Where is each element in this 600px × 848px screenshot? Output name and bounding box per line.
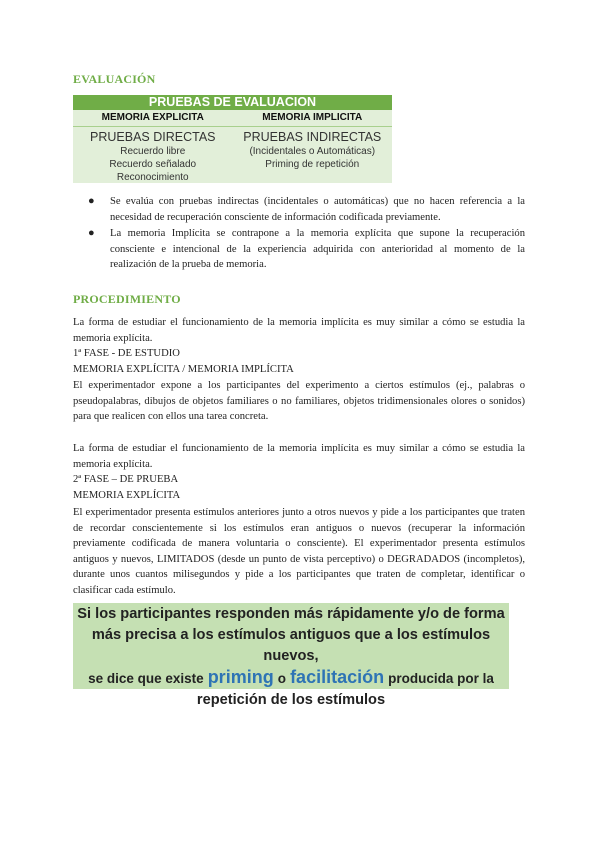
- table-header-row: [73, 110, 392, 127]
- cell-item: Recuerdo señalado: [109, 159, 197, 170]
- callout-priming: priming: [207, 667, 274, 687]
- table-header-explicita: MEMORIA EXPLICITA: [101, 112, 204, 123]
- list-item-text: Se evalúa con pruebas indirectas (incidentales o automáticas) que no hacen referencia a la necesidad de recuperación consciente de información codificada previamente.: [110, 196, 525, 223]
- bullet-list: [73, 194, 525, 274]
- table-cell-explicita: [73, 127, 233, 183]
- callout-line: más precisa a los estímulos antiguos que a los estímulos nuevos,: [91, 627, 491, 664]
- table-body-row: [73, 127, 392, 183]
- highlight-callout: [73, 603, 509, 708]
- callout-text: producida por la: [388, 671, 494, 686]
- callout-line: repetición de los estímulos: [196, 692, 386, 708]
- section-heading-procedimiento: PROCEDIMIENTO: [73, 292, 181, 306]
- paragraph-intro-2: La forma de estudiar el funcionamiento de la memoria implícita es muy similar a cómo se estudia la memoria explícita.: [73, 443, 525, 470]
- table-title: PRUEBAS DE EVALUACION: [73, 95, 392, 110]
- table-cell-implicita: [233, 127, 393, 183]
- callout-line: [73, 667, 509, 690]
- cell-item: Priming de repetición: [265, 159, 360, 170]
- cell-item: Reconocimiento: [116, 172, 189, 183]
- phase-2-subtitle: MEMORIA EXPLÍCITA: [73, 490, 181, 501]
- list-item: [73, 194, 525, 225]
- evaluation-table: [73, 95, 392, 183]
- paragraph-phase-1: El experimentador expone a los participantes del experimento a ciertos estímulos (ej., palabras o pseudopalabras, dibujos de objetos familiares o no familiares, objetos tridimensionales olores o sonidos) para que realicen con ellos una tarea concreta.: [73, 380, 525, 422]
- section-heading-evaluacion: EVALUACIÓN: [73, 72, 156, 86]
- cell-main-text: PRUEBAS DIRECTAS: [90, 130, 216, 144]
- list-item: [73, 226, 525, 273]
- callout-facilitacion: facilitación: [290, 667, 385, 687]
- phase-1-subtitle: MEMORIA EXPLÍCITA / MEMORIA IMPLÍCITA: [73, 364, 294, 375]
- cell-item: (Incidentales o Automáticas): [249, 146, 376, 157]
- callout-text: se dice que existe: [88, 671, 204, 686]
- bullet-icon: ●: [88, 195, 95, 207]
- phase-1-title: 1ª FASE - DE ESTUDIO: [73, 348, 180, 359]
- callout-line: Si los participantes responden más rápidamente y/o de forma: [77, 606, 505, 622]
- list-item-text: La memoria Implícita se contrapone a la memoria explícita que supone la recuperación consciente e intencional de la experiencia adquirida con anterioridad al momento de la realización de la prueba de memoria.: [110, 228, 525, 271]
- phase-2-title: 2ª FASE – DE PRUEBA: [73, 474, 179, 485]
- paragraph-intro-1: La forma de estudiar el funcionamiento de la memoria implícita es muy similar a cómo se estudia la memoria explícita.: [73, 317, 525, 344]
- table-header-implicita: MEMORIA IMPLICITA: [262, 112, 363, 123]
- bullet-icon: ●: [88, 227, 95, 240]
- paragraph-phase-2: El experimentador presenta estímulos anteriores junto a otros nuevos y pide a los participantes que traten de recordar conscientemente si los estímulos eran antiguos o nuevos (recuperar la información previamente codificada de manera voluntaria o consciente). El experimentador presenta estímulos antiguos y nuevos, LIMITADOS (desde un punto de vista perceptivo) o DEGRADADOS (incompletos), durante unos cuantos milisegundos y pide a los participantes que traten de completar, identificar o clasificar cada estímulo.: [73, 507, 525, 596]
- cell-main-text: PRUEBAS INDIRECTAS: [243, 130, 382, 144]
- callout-conj: o: [277, 671, 286, 686]
- cell-item: Recuerdo libre: [120, 146, 186, 157]
